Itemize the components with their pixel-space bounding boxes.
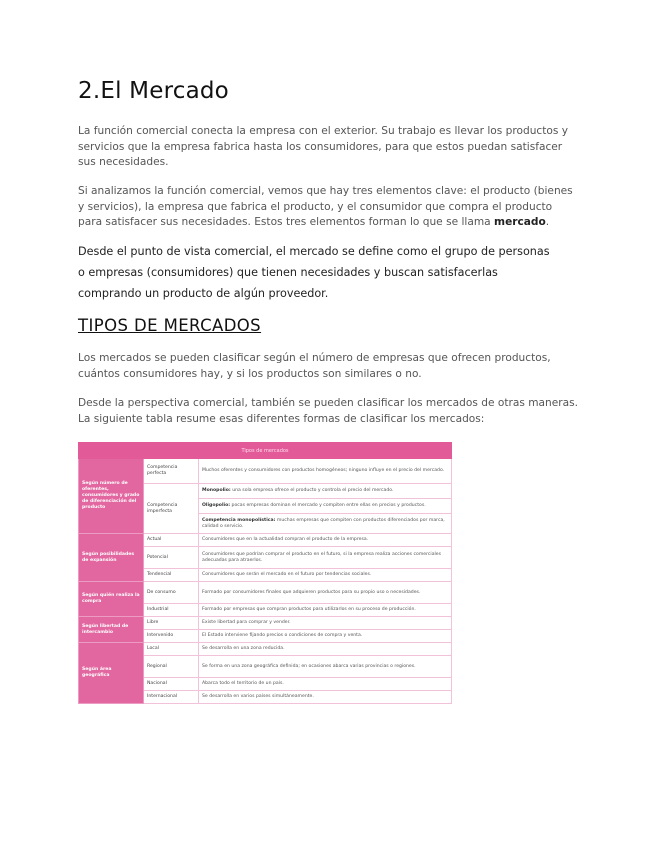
table-type-cell: De consumo (144, 582, 199, 604)
table-desc-cell: Se forma en una zona geográfica definida; en ocasiones abarca varias provincias o regiones. (199, 656, 452, 678)
table-type-cell: Potencial (144, 547, 199, 569)
table-type-cell: Internacional (144, 691, 199, 704)
table-category-1: Según número de oferentes, consumidores y grado de diferenciación del producto (79, 459, 144, 534)
paragraph-intro: La función comercial conecta la empresa con el exterior. Su trabajo es llevar los productos y servicios que la empresa fabrica hasta los consumidores, para que estos puedan satisfacer sus necesidades. (78, 125, 569, 169)
table-desc-cell: Formado por consumidores finales que adquieren productos para su propio uso o necesidades. (199, 582, 452, 604)
table-title: Tipos de mercados (79, 443, 452, 459)
table-type-cell: Libre (144, 617, 199, 630)
table-desc-cell: Muchos oferentes y consumidores con productos homogéneos; ninguno influye en el precio del mercado. (199, 459, 452, 484)
table-type-cell: Industrial (144, 604, 199, 617)
table-desc-cell: Abarca todo el territorio de un país. (199, 678, 452, 691)
paragraph-definition: Desde el punto de vista comercial, el mercado se define como el grupo de personas o empresas (consumidores) que tienen necesidades y buscan satisfacerlas comprando un producto de algún proveedor. (78, 245, 550, 300)
keyword-mercado: mercado (494, 216, 546, 229)
table-desc-cell: Consumidores que en la actualidad compran el producto de la empresa. (199, 534, 452, 547)
paragraph-elements-end: . (545, 216, 550, 229)
table-type-cell: Local (144, 643, 199, 656)
table-type-cell: Regional (144, 656, 199, 678)
paragraph-perspective: Desde la perspectiva comercial, también se pueden clasificar los mercados de otras maneras. La siguiente tabla resume esas diferentes formas de clasificar los mercados: (78, 397, 579, 425)
table-type-cell: Intervenido (144, 630, 199, 643)
table-desc-cell: El Estado interviene fijando precios o condiciones de compra y venta. (199, 630, 452, 643)
table-desc-cell: Se desarrolla en varios países simultáneamente. (199, 691, 452, 704)
table-desc-cell (199, 499, 452, 514)
table-desc-cell (199, 484, 452, 499)
term-oligopolio: Oligopolio: (202, 503, 231, 508)
desc-monopolio: una sola empresa ofrece el producto y controla el precio del mercado. (230, 488, 394, 493)
table-category-4: Según libertad de intercambio (79, 617, 144, 643)
table-category-5: Según área geográfica (79, 643, 144, 704)
table-desc-cell: Formado por empresas que compran productos para utilizarlos en su proceso de producción. (199, 604, 452, 617)
table-type-cell: Tendencial (144, 569, 199, 582)
term-competencia-monopolistica: Competencia monopolística: (202, 517, 276, 523)
term-monopolio: Monopolio: (202, 488, 231, 493)
table-type-cell: Competencia perfecta (144, 459, 199, 484)
paragraph-classification: Los mercados se pueden clasificar según el número de empresas que ofrecen productos, cuántos consumidores hay, y si los productos son similares o no. (78, 352, 551, 380)
table-type-cell: Nacional (144, 678, 199, 691)
paragraph-elements-text: Si analizamos la función comercial, vemos que hay tres elementos clave: el producto (bienes y servicios), la empresa que fabrica el producto, y el consumidor que compra el producto para satisfacer sus necesidades. Estos tres elementos forman lo que se llama (78, 185, 573, 229)
table-category-2: Según posibilidades de expansión (79, 534, 144, 582)
desc-oligopolio: pocas empresas dominan el mercado y compiten entre ellas en precios y productos. (230, 503, 426, 508)
section-heading: TIPOS DE MERCADOS (78, 316, 262, 335)
table-category-3: Según quién realiza la compra (79, 582, 144, 617)
paragraph-elements (78, 184, 578, 231)
table-desc-cell: Existe libertad para comprar y vender. (199, 617, 452, 630)
table-desc-cell: Consumidores que podrían comprar el producto en el futuro, si la empresa realiza acciones comerciales adecuadas para atraerlos. (199, 547, 452, 569)
table-desc-cell: Consumidores que serán el mercado en el futuro por tendencias sociales. (199, 569, 452, 582)
page-title: 2.El Mercado (78, 78, 229, 104)
market-types-table (78, 442, 452, 704)
table-desc-cell: Se desarrolla en una zona reducida. (199, 643, 452, 656)
table-type-cell: Competencia imperfecta (144, 484, 199, 534)
table-desc-cell (199, 514, 452, 534)
desc-competencia-monopolistica: muchas empresas que compiten con productos diferenciados por marca, calidad o servicio. (202, 517, 445, 529)
table-type-cell: Actual (144, 534, 199, 547)
